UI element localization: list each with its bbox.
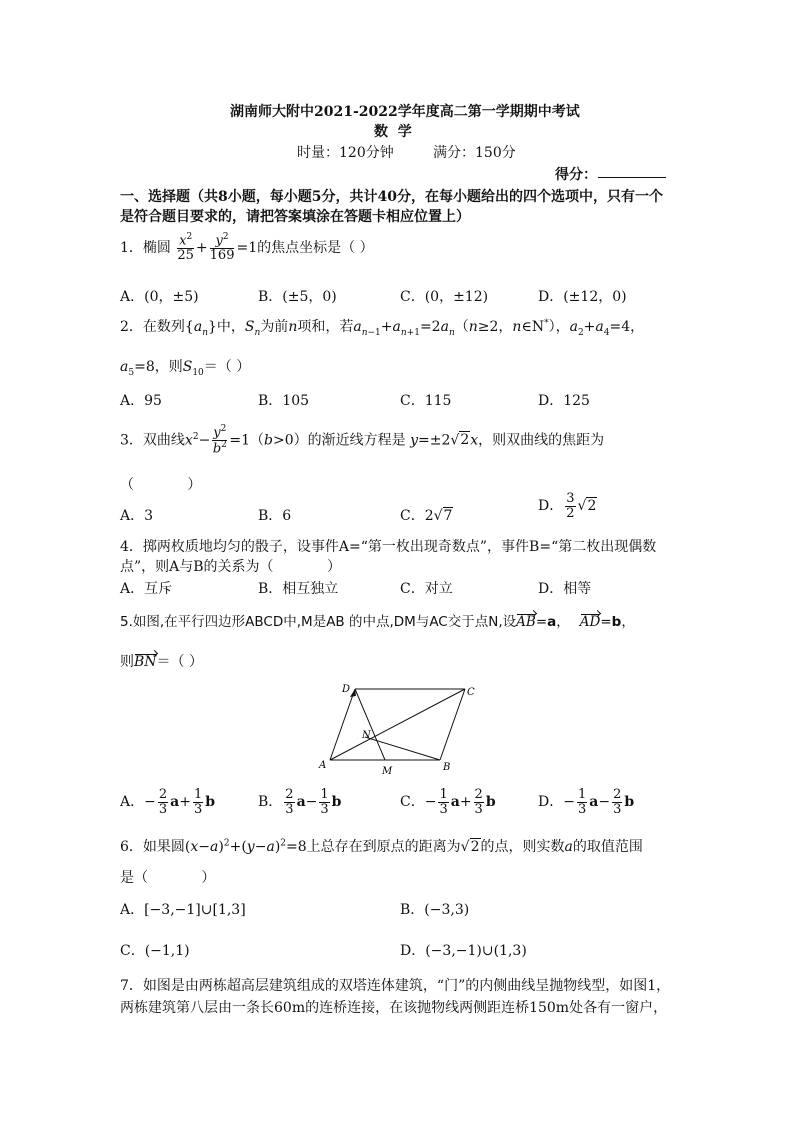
q1-num: 1．椭圆	[120, 239, 171, 256]
q1-tail: 的焦点坐标是（ ）	[257, 239, 374, 256]
q5-option-b: B． $\frac{2}{3}$ a− $\frac{1}{3}$ b	[258, 787, 342, 817]
label-c: C	[467, 687, 475, 698]
q2-option-c: C．115	[400, 393, 452, 409]
q1-option-c: C．(0，±12)	[400, 289, 489, 305]
q2-intro: 2．在数列	[120, 319, 185, 335]
q4-option-a: A．互斥	[120, 581, 173, 597]
q1-option-b: B．(±5，0)	[258, 289, 337, 305]
q3-option-c: C．2√7	[400, 508, 453, 524]
q2-mid3: 项和，若	[297, 319, 354, 335]
q6-stem-line2: 是（ ）	[120, 870, 216, 886]
q5-stem: 5.如图,在平行四边形ABCD中,M是AB 的中点,DM与AC交于点N,设AB=a， AD=b，	[120, 614, 635, 630]
q4-stem-line2: 点”，则A与B的关系为（ ）	[120, 559, 341, 575]
label-b: B	[443, 762, 451, 773]
q2-option-a: A．95	[120, 393, 162, 409]
q2-stem-line2: $a_5=8$，则$S_{10}=$（ ）	[120, 359, 251, 378]
q1-stem: 1．椭圆 $\frac{x^2}{25}$ + $\frac{y^2}{169}$ =1的焦点坐标是（ ）	[120, 232, 374, 263]
q2-mid2: 为前	[260, 319, 289, 335]
section1-heading: 一、选择题（共8小题，每小题5分，共计40分，在每小题给出的四个选项中，只有一个	[120, 189, 663, 205]
q7-stem: 7．如图是由两栋超高层建筑组成的双塔连体建筑，“门”的内侧曲线呈抛物线型，如图1，	[120, 978, 671, 994]
exam-title: 湖南师大附中2021-2022学年度高二第一学期期中考试	[230, 104, 580, 120]
q6-option-c: C．(−1,1)	[120, 943, 190, 959]
time-limit: 时量：120分钟	[297, 145, 394, 161]
q4-stem: 4．掷两枚质地均匀的骰子，设事件A=“第一枚出现奇数点”，事件B=“第二枚出现偶数	[120, 539, 657, 555]
q1-option-a: A．(0，±5)	[120, 289, 199, 305]
q6-mid: 上总存在到原点的距离为	[306, 839, 461, 855]
q1-frac-y: $\frac{y^2}{169}$	[209, 232, 235, 263]
q6-tail: 的点，则实数	[480, 839, 565, 855]
q5-option-d: D．− $\frac{1}{3}$ a− $\frac{2}{3}$ b	[538, 787, 635, 817]
q3-intro: 3．双曲线	[120, 432, 185, 449]
q3-option-a: A．3	[120, 508, 154, 524]
q6-intro: 6．如果圆	[120, 839, 185, 855]
q4-option-d: D．相等	[538, 581, 592, 597]
q5-paren: ＝（ ）	[156, 654, 203, 670]
q2-stem: 2．在数列$\{a_n\}$中，$S_n$为前n项和，若$a_{n-1}+a_{n+1}=2a_n(n\ge 2$，n∈N*），$a_2+a_4=4$，	[120, 318, 645, 338]
q1-frac-x: $\frac{x^2}{25}$	[177, 232, 194, 263]
q4-option-c: C．对立	[400, 581, 453, 597]
label-d: D	[342, 684, 351, 695]
label-a: A	[319, 760, 327, 771]
full-score: 满分：150分	[433, 145, 516, 161]
subject-title: 数 学	[374, 124, 412, 140]
q7-stem-line2: 两栋建筑第八层由一条长60m的连桥连接，在该抛物线两侧距连桥150m处各有一窗户，	[120, 1000, 668, 1016]
q3-paren: （ ）	[120, 477, 202, 493]
q2-option-d: D．125	[538, 393, 590, 409]
q6-option-b: B．(−3,3)	[400, 902, 470, 918]
q1-option-d: D．(±12，0)	[538, 289, 627, 305]
score-label: 得分：	[555, 167, 597, 183]
parallelogram-figure	[310, 680, 490, 780]
q6-stem: 6．如果圆$(x-a)^2+(y-a)^2=8$上总存在到原点的距离为√2的点，则实数a的取值范围	[120, 838, 643, 855]
q6-option-d: D．(−3,−1)∪(1,3)	[400, 943, 527, 959]
q5-line1: 5.如图,在平行四边形ABCD中,M是AB 的中点,DM与AC交于点N,设	[120, 614, 517, 630]
q3-tail: ，则双曲线的焦距为	[478, 432, 605, 449]
section1-heading-cont: 是符合题目要求的，请把答案填涂在答题卡相应位置上）	[120, 209, 470, 225]
label-m: M	[382, 766, 393, 777]
q2-mid1: 中，	[216, 319, 245, 335]
score-blank	[598, 177, 666, 178]
q3-mid: 的渐近线方程是	[307, 432, 406, 449]
q6-tail2: 的取值范围	[572, 839, 643, 855]
q3-option-b: B．6	[258, 508, 292, 524]
q5-option-a: A．− $\frac{2}{3}$ a+ $\frac{1}{3}$ b	[120, 787, 216, 817]
label-n: N	[362, 730, 371, 741]
q2-then: ，则	[154, 359, 183, 375]
q2-paren: ＝（ ）	[203, 359, 251, 375]
q5-stem-line2: 则BN＝（ ）	[120, 654, 203, 670]
q4-option-b: B．相互独立	[258, 581, 339, 597]
q6-option-a: A．[−3,−1]∪[1,3]	[120, 902, 246, 918]
q3-option-d: D． $\frac{3}{2}$ √2	[538, 491, 597, 521]
q3-stem: 3．双曲线$x^2-$ $\frac{y^2}{b^2}$ =1（b>0）的渐近线方程是 y=±2√2x，则双曲线的焦距为	[120, 424, 605, 457]
q5-then: 则	[120, 654, 134, 670]
q2-option-b: B．105	[258, 393, 310, 409]
q3-frac: $\frac{y^2}{b^2}$	[212, 424, 227, 457]
q5-option-c: C．− $\frac{1}{3}$ a+ $\frac{2}{3}$ b	[400, 787, 496, 817]
